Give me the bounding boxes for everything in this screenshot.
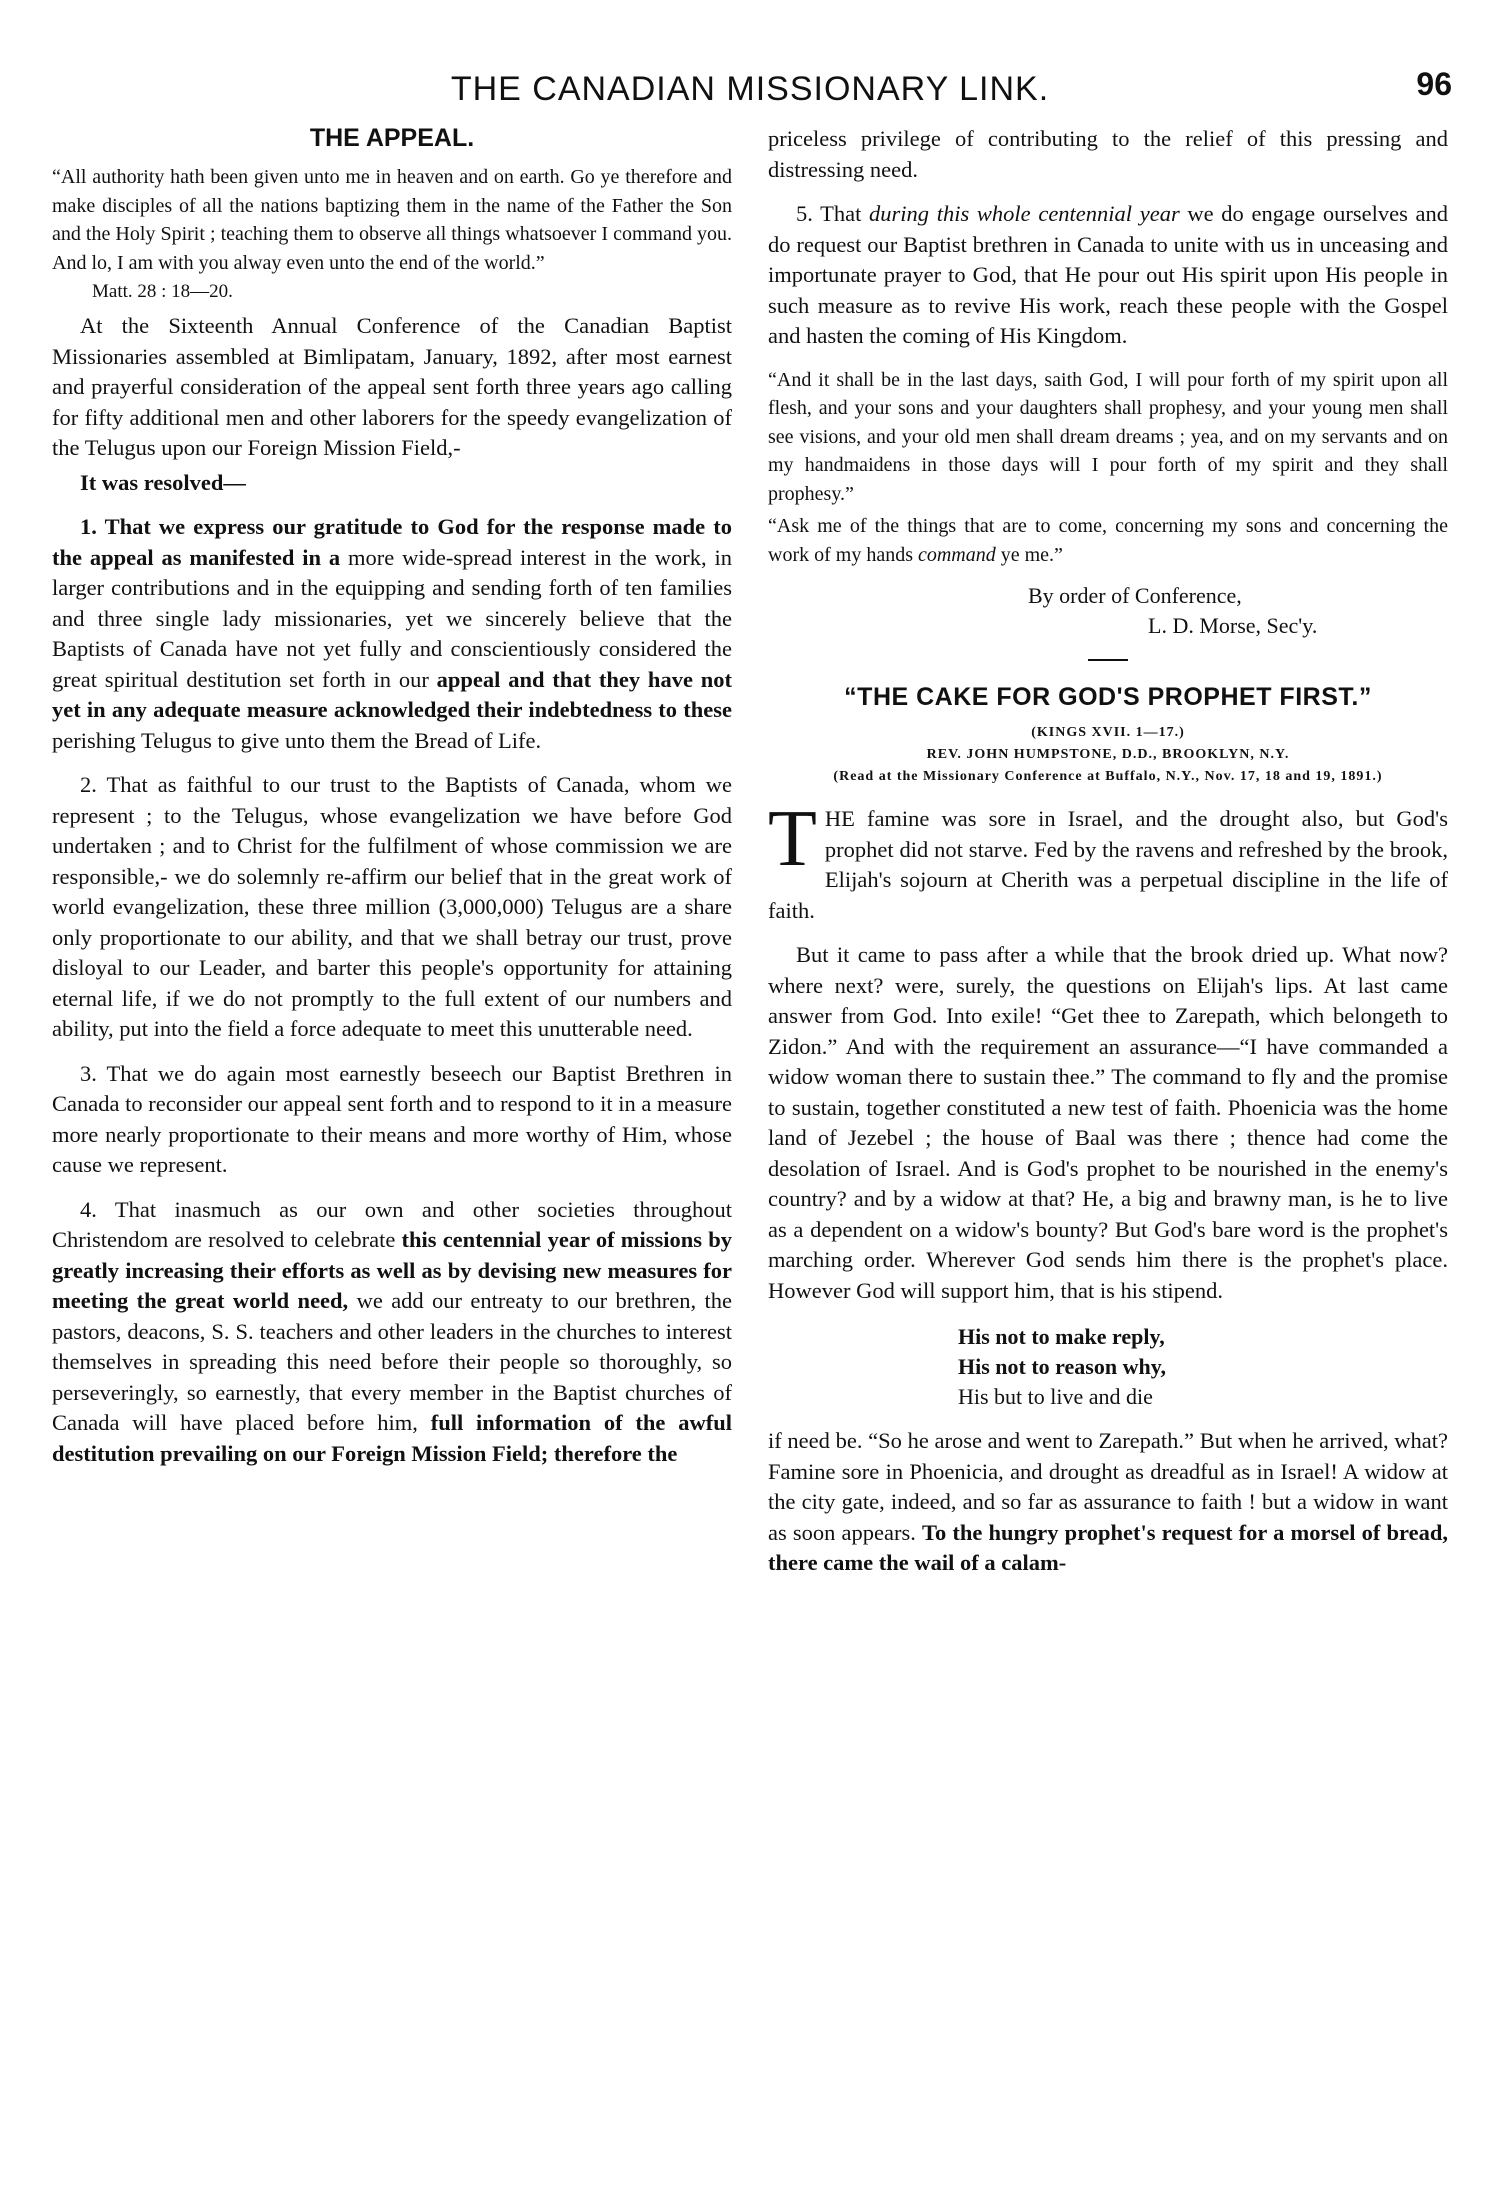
appeal-title: THE APPEAL. bbox=[309, 124, 475, 152]
ask-quote bbox=[768, 512, 1448, 569]
article-paragraph-3-text: if need be. “So he arose and went to Zarepath.” But when he arrived, what? Famine sore in Phoenicia, and drought as dreadful as in Israel! A widow at the city gate, indeed, and so far as assurance to faith ! but a widow in want as soon appears. bbox=[768, 1428, 1448, 1545]
article-scripture-ref: (KINGS XVII. 1—17.) bbox=[1031, 725, 1185, 740]
page-number: 96 bbox=[1416, 66, 1452, 102]
resolution-3: 3. That we do again most earnestly beseech our Baptist Brethren in Canada to reconsider our appeal sent forth and to respond to it in a measure more nearly proportionate to their means and more worthy of Him, whose cause we represent. bbox=[52, 1060, 732, 1177]
resolution-1-lead: 1. That we express our gratitude to God for the response made to the appeal as manifested in a bbox=[52, 514, 732, 570]
drop-cap: T bbox=[768, 795, 817, 883]
resolution-1-bold: appeal and that they have not yet in any adequate measure acknowledged their indebtedness to these bbox=[52, 666, 732, 722]
verse-line-2: His not to reason why, bbox=[958, 1354, 1167, 1379]
ask-quote-end: ye me.” bbox=[995, 543, 1063, 566]
page-header bbox=[0, 62, 1500, 112]
signoff-secretary: L. D. Morse, Sec'y. bbox=[1148, 613, 1318, 638]
resolution-4-bold-end: full information of the awful destitution prevailing on our Foreign Mission Field; therefore the bbox=[52, 1410, 732, 1466]
resolution-5 bbox=[768, 199, 1448, 352]
verse-line-1: His not to make reply, bbox=[958, 1324, 1165, 1349]
resolution-4-bold: this centennial year of missions by greatly increasing their efforts as well as by devising new measures for meeting the great world need, bbox=[52, 1227, 732, 1313]
left-column bbox=[52, 124, 732, 1483]
article-note: (Read at the Missionary Conference at Buffalo, N.Y., Nov. 17, 18 and 19, 1891.) bbox=[833, 769, 1383, 784]
section-divider bbox=[1088, 659, 1128, 661]
article-paragraph-1 bbox=[768, 795, 1448, 926]
prophecy-quote: “And it shall be in the last days, saith God, I will pour forth of my spirit upon all flesh, and your sons and your daughters shall prophesy, and your young men shall see visions, and your old men shall dream dreams ; yea, and on my servants and on my handmaidens in those days will I pour forth of my spirit and they shall prophesy.” bbox=[768, 368, 1448, 505]
resolution-5-start: 5. That bbox=[796, 201, 870, 226]
article-paragraph-3-bold: To the hungry prophet's request for a morsel of bread, there came the wail of a calam- bbox=[768, 1519, 1448, 1575]
conference-intro: At the Sixteenth Annual Conference of the Canadian Baptist Missionaries assembled at Bimlipatam, January, 1892, after most earnest and prayerful consideration of the appeal sent forth three years ago calling for fifty additional men and other laborers for the speedy evangelization of the Telugus upon our Foreign Mission Field,- bbox=[52, 313, 732, 460]
resolved-heading: It was resolved— bbox=[80, 469, 246, 495]
signoff-line: By order of Conference, bbox=[1028, 583, 1242, 608]
resolution-1 bbox=[52, 512, 732, 756]
resolution-4 bbox=[52, 1195, 732, 1470]
resolution-2: 2. That as faithful to our trust to the Baptists of Canada, whom we represent ; to the Telugus, whose evangelization we have before God undertaken ; and to Christ for the fulfilment of whose commission we are responsible,- we do solemnly re-affirm our belief that in the great work of world evangelization, these three million (3,000,000) Telugus are a share only proportionate to our ability, and that we shall betray our trust, prove disloyal to our Leader, and barter this people's opportunity for attaining eternal life, if we do not promptly to the full extent of our numbers and ability, put into the field a force adequate to meet this unutterable need. bbox=[52, 772, 732, 1041]
article-paragraph-3 bbox=[768, 1426, 1448, 1579]
right-column bbox=[768, 124, 1448, 1593]
ask-quote-start: “Ask me of the things that are to come, concerning my sons and concerning the work of my hands bbox=[768, 515, 1448, 566]
resolution-5-body: we do engage ourselves and do request our Baptist brethren in Canada to unite with us in unceasing and importunate prayer to God, that He pour out His spirit upon His people in such measure as to revive His work, reach these people with the Gospel and hasten the coming of His Kingdom. bbox=[768, 201, 1448, 348]
article-title: “THE CAKE FOR GOD'S PROPHET FIRST.” bbox=[844, 683, 1372, 711]
article-paragraph-2: But it came to pass after a while that the brook dried up. What now? where next? were, surely, the questions on Elijah's lips. At last came answer from God. Into exile! “Get thee to Zarepath, which belongeth to Zidon.” And with the requirement an assurance—“I have commanded a widow woman there to sustain thee.” The command to fly and the promise to sustain, together constituted a new test of faith. Phoenicia was the home land of Jezebel ; the house of Baal was there ; thence had come the desolation of Israel. And is God's prophet to be nourished in the enemy's country? and by a widow at that? He, a big and brawny man, is he to live as a dependent on a widow's bounty? But God's bare word is the prophet's marching order. Wherever God sends him there is the prophet's place. However God will support him, that is his stipend. bbox=[768, 942, 1448, 1303]
resolution-5-italic: during this whole centennial year bbox=[869, 201, 1180, 226]
scripture-quote: “All authority hath been given unto me in heaven and on earth. Go ye therefore and make disciples of all the nations baptizing them in the name of the Father the Son and the Holy Spirit ; teaching them to observe all things whatsoever I command you. And lo, I am with you alway even unto the end of the world.” bbox=[52, 166, 732, 274]
scripture-reference: Matt. 28 : 18—20. bbox=[92, 281, 233, 302]
resolution-4-middle: we add our entreaty to our brethren, the pastors, deacons, S. S. teachers and other leaders in the churches to interest themselves in spreading this need before their people so thoroughly, so perseveringly, so earnestly, that every member in the Baptist churches of Canada will have placed before him, bbox=[52, 1288, 732, 1435]
resolution-4-continued: priceless privilege of contributing to the relief of this pressing and distressing need. bbox=[768, 126, 1448, 182]
publication-title: THE CANADIAN MISSIONARY LINK. bbox=[450, 70, 1050, 108]
resolution-4-start: 4. That inasmuch as our own and other societies throughout Christendom are resolved to celebrate bbox=[52, 1196, 732, 1252]
resolution-1-end: perishing Telugus to give unto them the Bread of Life. bbox=[52, 727, 542, 753]
article-author: REV. JOHN HUMPSTONE, D.D., BROOKLYN, N.Y. bbox=[926, 747, 1290, 762]
resolution-1-body: more wide-spread interest in the work, in larger contributions and in the equipping and sending forth of ten families and three single lady missionaries, yet we sincerely believe that the Baptists of Canada have not yet fully and conscientiously considered the great spiritual destitution set forth in our bbox=[52, 544, 733, 692]
verse-line-3: His but to live and die bbox=[958, 1384, 1153, 1409]
ask-quote-italic: command bbox=[917, 543, 996, 566]
verse-block bbox=[958, 1322, 1448, 1412]
article-paragraph-1-text: HE famine was sore in Israel, and the drought also, but God's prophet did not starve. Fed by the ravens and refreshed by the brook, Elijah's sojourn at Cherith was a perpetual discipline in the life of faith. bbox=[768, 806, 1448, 923]
